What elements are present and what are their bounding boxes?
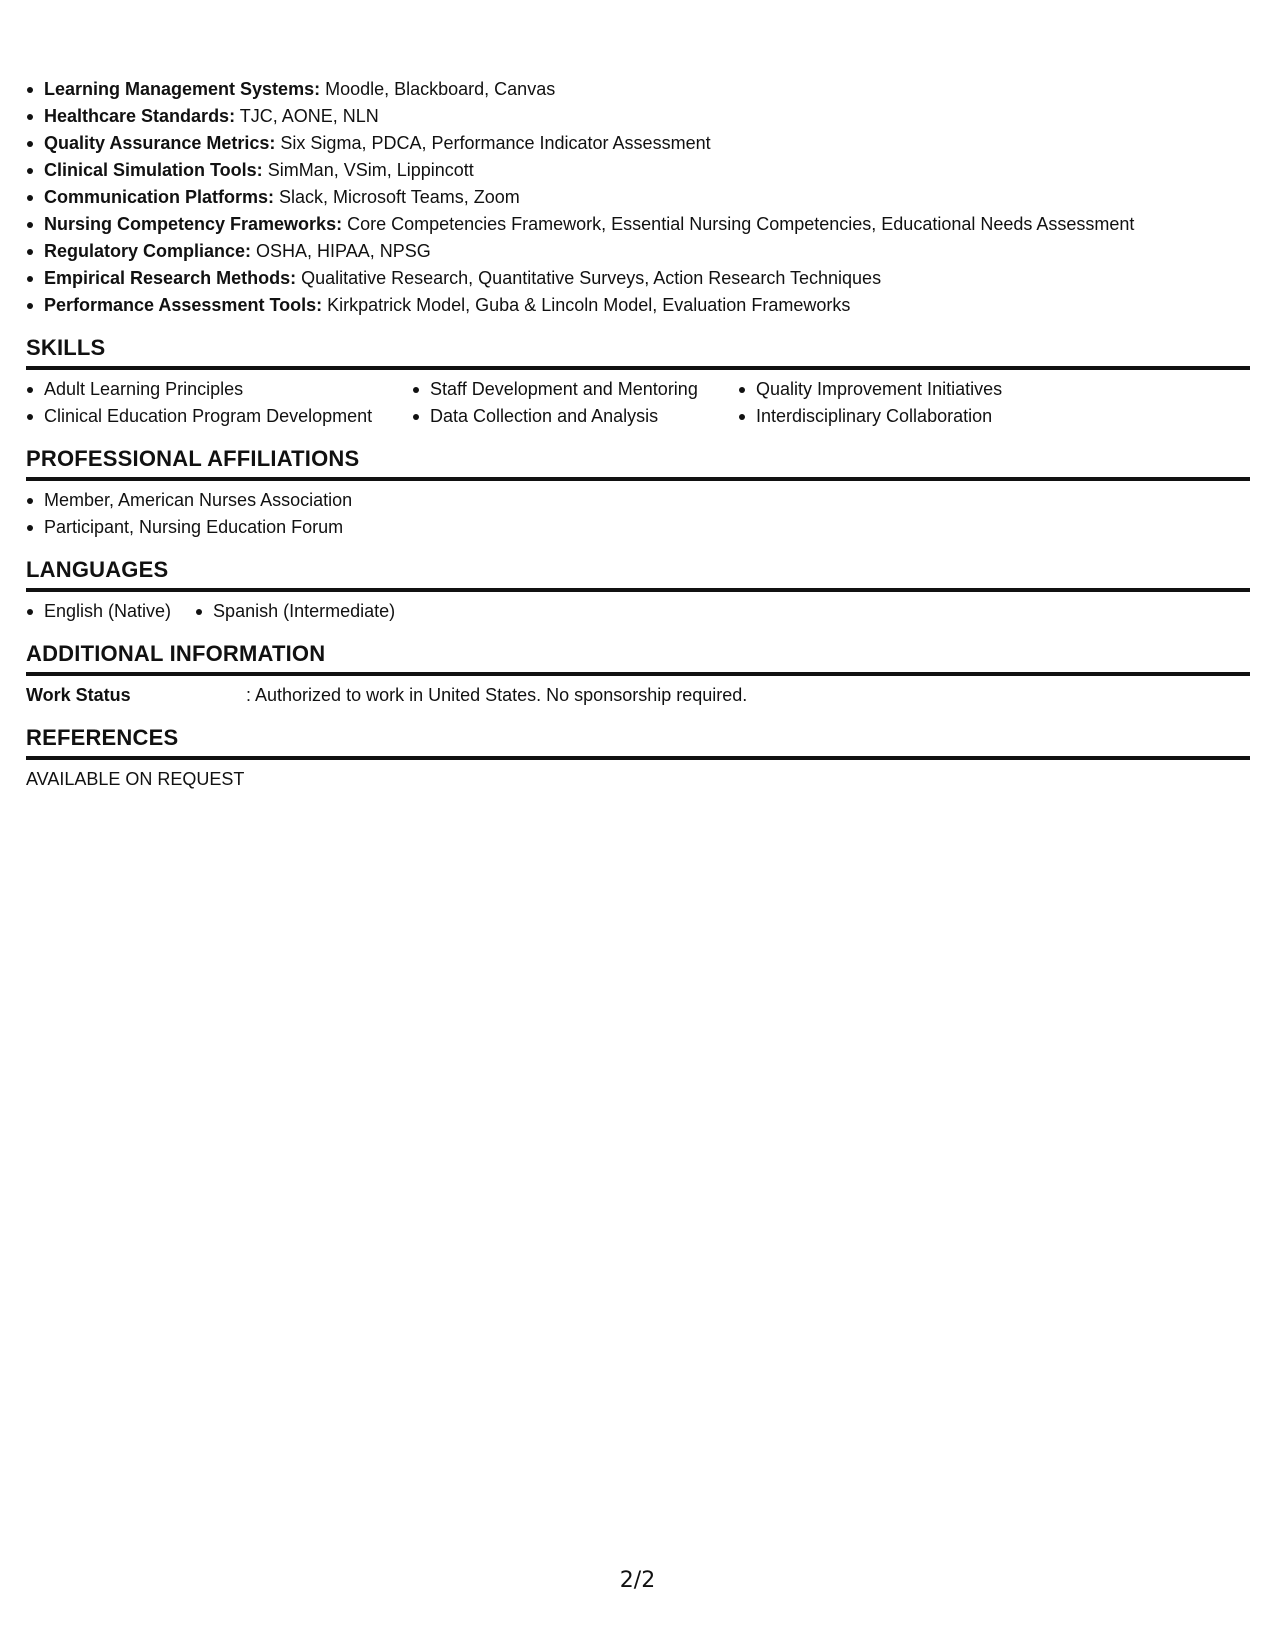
item-value: Moodle, Blackboard, Canvas	[320, 79, 556, 99]
skills-column	[738, 376, 1138, 430]
references-text: AVAILABLE ON REQUEST	[26, 769, 245, 789]
item-value: SimMan, VSim, Lippincott	[262, 160, 474, 180]
skill-item: Quality Improvement Initiatives	[738, 376, 1138, 403]
section-heading: REFERENCES	[26, 723, 1250, 760]
skill-item: Adult Learning Principles	[26, 376, 412, 403]
item-value: Kirkpatrick Model, Guba & Lincoln Model, Evaluation Frameworks	[322, 295, 851, 315]
affiliations-list	[26, 487, 1250, 541]
item-label: Clinical Simulation Tools:	[44, 160, 263, 180]
list-item	[26, 130, 1250, 157]
item-label: Nursing Competency Frameworks:	[44, 214, 343, 234]
skills-column	[412, 376, 738, 430]
section-heading: PROFESSIONAL AFFILIATIONS	[26, 444, 1250, 481]
list-item: Participant, Nursing Education Forum	[26, 514, 1250, 541]
item-label: Healthcare Standards:	[44, 106, 236, 126]
item-value: Qualitative Research, Quantitative Surveys, Action Research Techniques	[296, 268, 882, 288]
item-value: Core Competencies Framework, Essential Nursing Competencies, Educational Needs Assessment	[342, 214, 1135, 234]
skills-grid	[26, 370, 1250, 430]
technical-skills-list	[26, 76, 1250, 319]
item-value: OSHA, HIPAA, NPSG	[251, 241, 431, 261]
section-heading: LANGUAGES	[26, 555, 1250, 592]
item-value: Six Sigma, PDCA, Performance Indicator Assessment	[275, 133, 711, 153]
item-label: Learning Management Systems:	[44, 79, 321, 99]
additional-info-section	[26, 639, 1250, 709]
list-item	[26, 157, 1250, 184]
skill-item: Interdisciplinary Collaboration	[738, 403, 1138, 430]
item-value: TJC, AONE, NLN	[235, 106, 379, 126]
skills-column	[26, 376, 412, 430]
section-heading: ADDITIONAL INFORMATION	[26, 639, 1250, 676]
skill-item: Clinical Education Program Development	[26, 403, 412, 430]
work-status-label: Work Status	[26, 685, 131, 705]
affiliations-section	[26, 444, 1250, 541]
list-item: Spanish (Intermediate)	[195, 598, 395, 625]
list-item	[26, 103, 1250, 130]
work-status-value: : Authorized to work in United States. No sponsorship required.	[246, 685, 748, 705]
item-label: Empirical Research Methods:	[44, 268, 297, 288]
skills-section	[26, 333, 1250, 430]
list-item	[26, 211, 1250, 238]
resume-page	[26, 76, 1250, 793]
languages-list	[26, 598, 1250, 625]
list-item	[26, 292, 1250, 319]
languages-section	[26, 555, 1250, 625]
list-item: English (Native)	[26, 598, 171, 625]
item-value: Slack, Microsoft Teams, Zoom	[274, 187, 520, 207]
skill-item: Data Collection and Analysis	[412, 403, 738, 430]
list-item	[26, 238, 1250, 265]
item-label: Quality Assurance Metrics:	[44, 133, 276, 153]
list-item: Member, American Nurses Association	[26, 487, 1250, 514]
item-label: Performance Assessment Tools:	[44, 295, 323, 315]
list-item	[26, 184, 1250, 211]
page-number: 2/2	[619, 1568, 656, 1593]
work-status-row	[26, 682, 1250, 709]
section-heading: SKILLS	[26, 333, 1250, 370]
item-label: Communication Platforms:	[44, 187, 275, 207]
list-item	[26, 76, 1250, 103]
list-item	[26, 265, 1250, 292]
references-section	[26, 723, 1250, 793]
skill-item: Staff Development and Mentoring	[412, 376, 738, 403]
item-label: Regulatory Compliance:	[44, 241, 252, 261]
